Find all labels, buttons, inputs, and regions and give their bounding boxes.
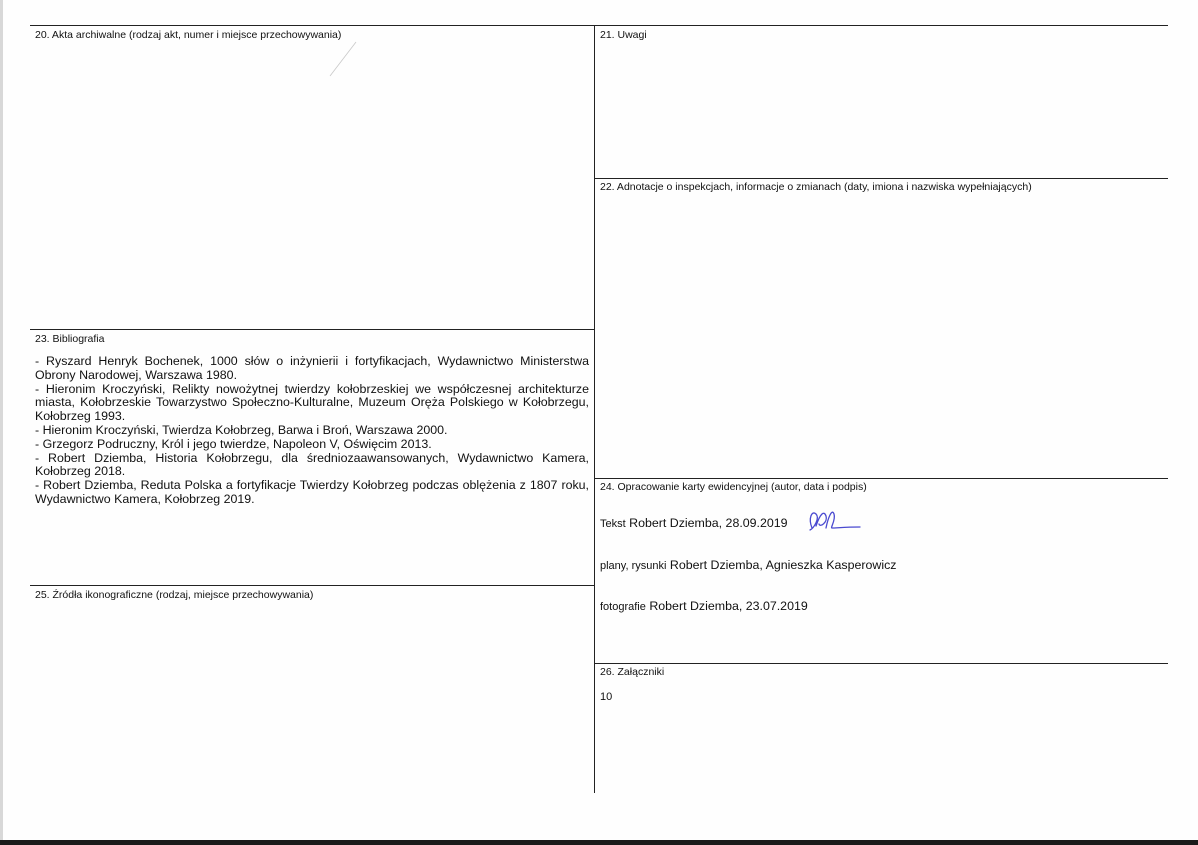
plans-author-prefix: plany, rysunki xyxy=(600,560,667,572)
bibliography-item: - Hieronim Kroczyński, Relikty nowożytnej twierdzy kołobrzeskiej we współczesnej architekturze miasta, Kołobrzeskie Towarzystwo Społeczno-Kulturalne, Muzeum Oręża Polskiego w Kołobrzegu, Kołobrzeg 1993. xyxy=(35,381,589,424)
bibliography-item: - Grzegorz Podruczny, Król i jego twierdze, Napoleon V, Oświęcim 2013. xyxy=(35,436,432,451)
rule-25 xyxy=(30,585,595,586)
bibliography-item: - Robert Dziemba, Reduta Polska a fortyfikacje Twierdzy Kołobrzeg podczas oblężenia z 1807 roku, Wydawnictwo Kamera, Kołobrzeg 2019. xyxy=(35,478,589,506)
rule-24 xyxy=(594,478,1168,479)
handwritten-signature xyxy=(806,506,862,536)
top-rule xyxy=(30,25,1168,26)
plans-author-line xyxy=(600,559,896,574)
scan-left-edge xyxy=(0,0,3,845)
pen-stroke-mark xyxy=(320,38,360,78)
text-author-line xyxy=(600,517,788,532)
photos-author-line xyxy=(600,600,808,615)
attachments-count: 10 xyxy=(600,691,613,703)
text-author-value: Robert Dziemba, 28.09.2019 xyxy=(629,516,788,530)
photos-author-value: Robert Dziemba, 23.07.2019 xyxy=(649,599,808,613)
section-24-label: 24. Opracowanie karty ewidencyjnej (autor, data i podpis) xyxy=(600,481,867,493)
text-author-prefix: Tekst xyxy=(600,518,626,530)
photos-author-prefix: fotografie xyxy=(600,601,646,613)
section-20-label: 20. Akta archiwalne (rodzaj akt, numer i miejsce przechowywania) xyxy=(35,29,342,41)
section-25-label: 25. Źródła ikonograficzne (rodzaj, miejsce przechowywania) xyxy=(35,589,314,601)
section-26-label: 26. Załączniki xyxy=(600,666,665,678)
bibliography-list xyxy=(35,355,589,507)
plans-author-value: Robert Dziemba, Agnieszka Kasperowicz xyxy=(669,558,897,572)
scan-bottom-edge xyxy=(0,840,1198,845)
rule-26 xyxy=(594,663,1168,664)
rule-22 xyxy=(594,178,1168,179)
section-22-label: 22. Adnotacje o inspekcjach, informacje o zmianach (daty, imiona i nazwiska wypełniających) xyxy=(600,181,1032,193)
bibliography-item: - Robert Dziemba, Historia Kołobrzegu, dla średniozaawansowanych, Wydawnictwo Kamera, Kołobrzeg 2018. xyxy=(35,450,589,479)
section-21-label: 21. Uwagi xyxy=(600,29,647,41)
center-divider xyxy=(594,25,595,793)
bibliography-item: - Ryszard Henryk Bochenek, 1000 słów o inżynierii i fortyfikacjach, Wydawnictwo Ministerstwa Obrony Narodowej, Warszawa 1980. xyxy=(35,354,589,382)
bibliography-item: - Hieronim Kroczyński, Twierdza Kołobrzeg, Barwa i Broń, Warszawa 2000. xyxy=(35,422,448,437)
rule-23 xyxy=(30,329,595,330)
section-23-label: 23. Bibliografia xyxy=(35,333,105,345)
